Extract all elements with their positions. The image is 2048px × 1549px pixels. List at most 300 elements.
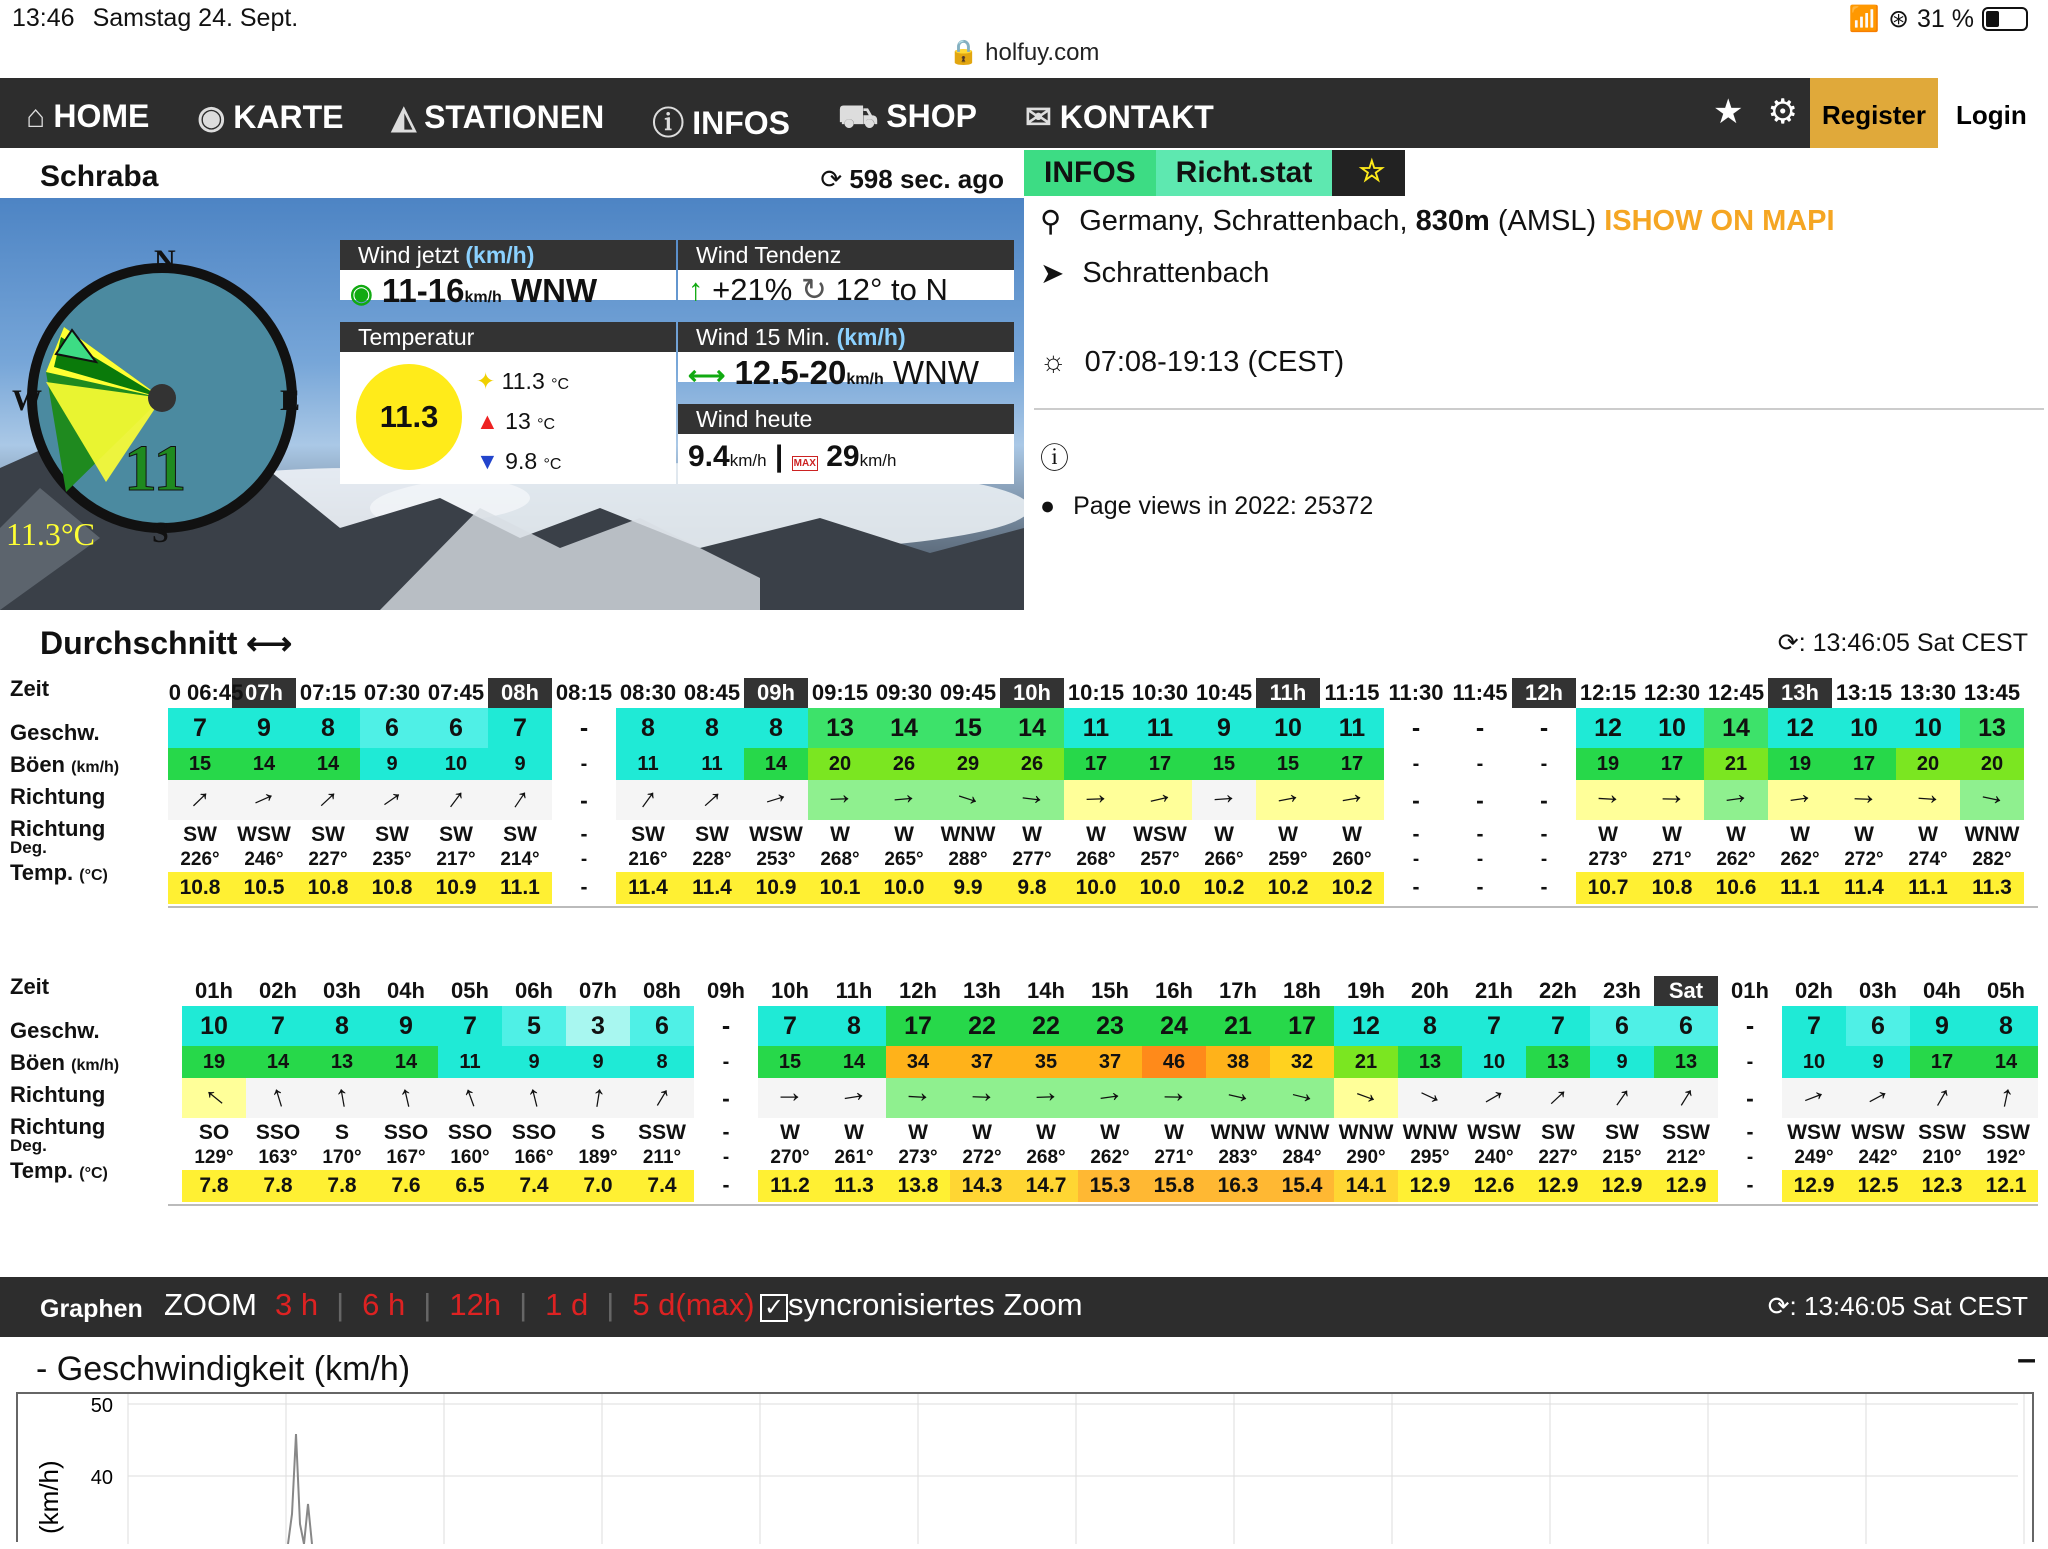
y-axis-label: (km/h) [34,1460,64,1534]
direction-name-cell: SSO [511,1121,557,1144]
speed-cell: 7 [438,1006,502,1046]
zoom-6h[interactable]: 6 h [362,1287,406,1322]
time-header: 02h [259,978,297,1003]
time-header: 13:15 [1835,680,1893,705]
direction-cell [1256,780,1320,820]
time-header: 06h [515,978,553,1003]
degree-cell: 268° [1026,1147,1066,1168]
direction-name-cell: SW [503,823,537,846]
nav-shop[interactable]: ⛟ SHOP [838,98,977,134]
direction-name-cell: W [1022,823,1042,846]
temp-cell: 10.1 [808,872,872,904]
degree-cell: 240° [1474,1147,1514,1168]
gust-cell: 8 [630,1046,694,1078]
direction-name-cell: SW [439,823,473,846]
temp-cell: 10.8 [1640,872,1704,904]
battery-icon [1982,7,2028,31]
compass-s: S [152,516,169,549]
direction-cell: - [580,787,588,813]
temp-cell: 11.3 [1960,872,2024,904]
temp-cell: 10.2 [1320,872,1384,904]
degree-cell: 288° [948,849,988,870]
degree-cell: 274° [1908,849,1948,870]
speed-cell: 8 [616,708,680,748]
direction-name-cell: W [1662,823,1682,846]
wind-arrow-icon: ↑ [1606,1078,1638,1115]
gust-cell: 37 [950,1046,1014,1078]
temp-cell: 14.7 [1014,1170,1078,1202]
wind-arrow-icon: ↑ [440,780,473,817]
wind-arrow-icon: ↑ [1015,789,1050,809]
wind-arrow-icon: ↑ [246,785,283,813]
direction-cell [1064,780,1128,820]
degree-cell: - [1540,849,1548,870]
direction-name-cell: WSW [1851,1121,1905,1144]
wind-arrow-icon: ↑ [1783,789,1818,809]
y-tick-label: 40 [90,1467,113,1489]
direction-cell: - [1746,1085,1754,1111]
wind-arrow-icon: ↑ [1591,790,1626,808]
wind-arrow-icon: ↑ [1348,1084,1385,1110]
temp-cell: 13.8 [886,1170,950,1202]
temp-cell: 7.4 [630,1170,694,1202]
temp-cell: 10.8 [296,872,360,904]
temp-cell: 7.8 [246,1170,310,1202]
direction-name-cell: SSO [383,1121,429,1144]
speed-cell: 14 [1000,708,1064,748]
wind-arrow-icon: ↑ [774,1089,807,1105]
speed-cell: 8 [822,1006,886,1046]
gust-cell: 11 [616,748,680,780]
time-header: 07h [579,978,617,1003]
temp-cell: 12.9 [1526,1170,1590,1202]
nav-home[interactable]: ⌂ HOME [26,98,150,134]
direction-cell: - [1476,787,1484,813]
degree-cell: 212° [1666,1147,1706,1168]
row-label: Böen (km/h) [10,752,120,777]
speed-cell: 8 [296,708,360,748]
temp-cell: 15.4 [1270,1170,1334,1202]
degree-cell: 262° [1780,849,1820,870]
direction-cell [1398,1078,1462,1118]
gust-cell: - [1412,753,1420,775]
zoom-1d[interactable]: 1 d [545,1287,589,1322]
temp-cell: 12.9 [1398,1170,1462,1202]
checkbox-icon: ✓ [760,1294,788,1322]
temp-cell: 12.9 [1590,1170,1654,1202]
direction-cell [1640,780,1704,820]
gust-cell: 13 [1654,1046,1718,1078]
speed-cell: 14 [1704,708,1768,748]
show-on-map-link[interactable]: ISHOW ON MAPI [1604,205,1835,237]
degree-cell: 261° [834,1147,874,1168]
degree-cell: - [1412,849,1420,870]
direction-name-cell: SW [695,823,729,846]
degree-cell: 129° [194,1147,234,1168]
gust-cell: 29 [936,748,1000,780]
gust-cell: 15 [168,748,232,780]
time-header: 11h [835,978,873,1003]
time-header: 11:45 [1452,680,1508,705]
temp-cell: 10.9 [744,872,808,904]
send-icon: ➤ [1040,258,1065,290]
direction-name-cell: S [590,1121,605,1144]
direction-name-cell: WSW [237,823,291,846]
refresh-icon[interactable]: ⟳ [820,164,843,194]
direction-cell [822,1078,886,1118]
direction-name-cell: WSW [1133,823,1187,846]
time-header: 08h [488,678,552,708]
speed-cell: 9 [374,1006,438,1046]
direction-name-cell: WNW [1210,1121,1266,1144]
direction-cell [182,1078,246,1118]
degree-cell: 249° [1794,1147,1834,1168]
temp-cell: 11.2 [758,1170,822,1202]
gust-cell: - [580,753,588,775]
time-header: 09:15 [811,680,869,705]
speed-cell: 12 [1768,708,1832,748]
gust-cell: 17 [1320,748,1384,780]
battery-percent: 31 % [1917,4,1974,33]
direction-cell [1078,1078,1142,1118]
temp-cell: 10.6 [1704,872,1768,904]
direction-name-cell: SSO [447,1121,493,1144]
temp-cell: 11.4 [680,872,744,904]
gust-cell: 14 [246,1046,310,1078]
gust-cell: 32 [1270,1046,1334,1078]
gust-cell: 13 [1526,1046,1590,1078]
chart-icon: ◭ [391,99,417,135]
clock: 13:46 [12,4,75,32]
speed-cell: 11 [1064,708,1128,748]
time-header: 21h [1475,978,1513,1003]
gust-cell: 20 [1960,748,2024,780]
sun-icon: ☼ [1040,346,1067,378]
time-header: 03h [1859,978,1897,1003]
direction-cell [1768,780,1832,820]
refresh-icon: ⟳ [1767,1291,1790,1321]
time-header: 12h [1512,678,1576,708]
url-text: holfuy.com [985,39,1100,66]
temp-cell: 7.8 [182,1170,246,1202]
time-header: 15h [1091,978,1129,1003]
wind-arrow-icon: ↑ [1142,787,1179,810]
temp-cell: 12.1 [1974,1170,2038,1202]
temp-cell: - [1412,876,1420,899]
wind-arrow-icon: ↑ [1207,790,1242,808]
speed-cell: - [1539,714,1549,742]
direction-name-cell: SSW [1982,1121,2030,1144]
nav-infos[interactable]: ⓘ INFOS [652,105,791,141]
speed-chart [16,1392,2034,1542]
degree-cell: 235° [372,849,412,870]
speed-cell: - [721,1012,731,1040]
degree-cell: 242° [1858,1147,1898,1168]
direction-name-cell: SSW [1662,1121,1710,1144]
direction-cell [1704,780,1768,820]
time-header: 10h [1000,678,1064,708]
zoom-3h[interactable]: 3 h [275,1287,319,1322]
gust-cell: 14 [296,748,360,780]
temp-cell: 12.3 [1910,1170,1974,1202]
wind-arrow-icon: ↑ [1671,1078,1702,1115]
degree-cell: 273° [1588,849,1628,870]
gust-cell: 10 [1782,1046,1846,1078]
degree-cell: 272° [1844,849,1884,870]
direction-cell [424,780,488,820]
gust-cell: 35 [1014,1046,1078,1078]
time-header: 04h [1923,978,1961,1003]
register-button[interactable]: Register [1810,78,1938,148]
favorites-star-icon[interactable]: ★ [1712,93,1744,131]
direction-name-cell: WNW [1338,1121,1394,1144]
speed-cell: 14 [872,708,936,748]
direction-name-cell: SSO [255,1121,301,1144]
speed-cell: 15 [936,708,1000,748]
direction-name-cell: W [830,823,850,846]
temp-cell: 7.4 [502,1170,566,1202]
time-header: 07:30 [363,680,421,705]
row-label: Temp. (°C) [10,860,108,885]
speed-cell: 8 [680,708,744,748]
wind-arrow-icon: ↑ [588,1079,609,1114]
compass-temp: 11.3°C [6,516,95,552]
wind-arrow-icon: ↑ [1974,788,2011,810]
row-label: Temp. (°C) [10,1158,108,1183]
gust-cell: 14 [744,748,808,780]
direction-name-cell: W [972,1121,992,1144]
expand-arrows-icon: ⟷ [246,625,293,661]
degree-cell: - [580,849,588,870]
degree-cell: 270° [770,1147,810,1168]
direction-name-cell: W [1100,1121,1120,1144]
speed-cell: - [1475,714,1485,742]
speed-cell: 8 [310,1006,374,1046]
speed-cell: 22 [950,1006,1014,1046]
temp-cell: 6.5 [438,1170,502,1202]
temp-cell: 10.9 [424,872,488,904]
direction-name-cell: W [1278,823,1298,846]
lock-icon: 🔒 [948,39,979,66]
speed-cell: 6 [360,708,424,748]
degree-cell: 211° [642,1147,682,1168]
graph-toolbar: Graphen ZOOM 3 h | 6 h | 12h | 1 d | 5 d(max) ✓ syncronisiertes Zoom ⟳: 13:46:05 Sat CEST [0,1277,2048,1337]
zoom-label: ZOOM [164,1287,257,1322]
time-header: 08:15 [555,680,613,705]
tab-richt-stat[interactable]: Richt.stat [1156,150,1333,196]
direction-name-cell: W [1918,823,1938,846]
time-header: 08:30 [619,680,677,705]
temp-cell: 11.4 [1832,872,1896,904]
temp-cell: - [580,876,588,899]
direction-cell [616,780,680,820]
direction-cell [758,1078,822,1118]
direction-name-cell: - [1746,1121,1754,1144]
speed-cell: 17 [1270,1006,1334,1046]
speed-cell: 13 [808,708,872,748]
settings-gear-icon[interactable]: ⚙ [1767,93,1798,131]
row-label: Richtung [10,784,106,809]
wind-arrow-icon: ↑ [1719,789,1754,809]
star-tab-icon[interactable]: ☆ [1332,150,1405,196]
wifi-icon: 📶 [1848,4,1881,33]
speed-cell: 6 [424,708,488,748]
gust-cell: 34 [886,1046,950,1078]
degree-cell: 228° [692,849,732,870]
direction-name-cell: W [908,1121,928,1144]
direction-name-cell: - [580,823,588,846]
temp-cell: 14.1 [1334,1170,1398,1202]
speed-cell: 5 [502,1006,566,1046]
direction-name-cell: SSW [1918,1121,1966,1144]
temp-cell: 12.5 [1846,1170,1910,1202]
gust-cell: - [1540,753,1548,775]
time-header: 11:15 [1324,680,1380,705]
degree-cell: 227° [308,849,348,870]
time-header: 13h [963,978,1001,1003]
degree-cell: 262° [1090,1147,1130,1168]
time-header: 0 06:45 [168,680,244,705]
time-header: 07:15 [299,680,357,705]
temp-cell: 16.3 [1206,1170,1270,1202]
direction-cell [936,780,1000,820]
gust-cell: 9 [1846,1046,1910,1078]
wind-arrow-icon: ↑ [1541,1079,1576,1114]
sync-zoom-checkbox[interactable]: ✓ syncronisiertes Zoom [760,1287,1083,1323]
wind-arrow-icon: ↑ [887,790,922,808]
direction-name-cell: W [1726,823,1746,846]
wind-arrow-icon: ↑ [265,1078,290,1115]
time-header: 07h [232,678,296,708]
wind-arrow-icon: ↑ [311,781,346,816]
temp-cell: 11.1 [1768,872,1832,904]
time-header: 16h [1155,978,1193,1003]
wind-arrow-icon: ⟷ [688,360,726,390]
direction-name-cell: WNW [1964,823,2020,846]
wind-now-widget: Wind jetzt (km/h) ◉ 11-16km/h WNW [340,240,676,300]
speed-cell: 10 [1832,708,1896,748]
time-header: 01h [1731,978,1769,1003]
speed-cell: 7 [488,708,552,748]
gust-cell: 17 [1910,1046,1974,1078]
time-header: 12:45 [1707,680,1765,705]
direction-cell [1832,780,1896,820]
temp-cell: 14.3 [950,1170,1014,1202]
wind-arrow-icon: ↑ [758,786,795,811]
max-arrow-icon: ▲ [476,408,499,434]
nav-karte[interactable]: ◉ KARTE [197,99,344,135]
speed-cell: 6 [1846,1006,1910,1046]
nav-stationen[interactable]: ◭ STATIONEN [391,99,605,135]
gust-cell: 15 [758,1046,822,1078]
speed-cell: 6 [1654,1006,1718,1046]
speed-cell: 3 [566,1006,630,1046]
direction-cell [488,780,552,820]
degree-cell: 271° [1154,1147,1194,1168]
speed-cell: 9 [1192,708,1256,748]
wind-arrow-icon: ↑ [331,1078,353,1115]
zoom-12h[interactable]: 12h [449,1287,502,1322]
time-header: 09:30 [875,680,933,705]
speed-cell: 12 [1576,708,1640,748]
speed-cell: 11 [1320,708,1384,748]
time-header: 13:45 [1963,680,2021,705]
wind-arrow-icon: ↑ [1029,1088,1064,1106]
gust-cell: 9 [502,1046,566,1078]
temp-cell: 11.1 [488,872,552,904]
gust-cell: 11 [438,1046,502,1078]
row-label: Richtung [10,1082,106,1107]
speed-cell: 7 [168,708,232,748]
gust-cell: 17 [1128,748,1192,780]
degree-cell: 266° [1204,849,1244,870]
tab-infos[interactable]: INFOS [1024,150,1156,196]
direction-name-cell: WNW [1402,1121,1458,1144]
time-header: 07:45 [427,680,485,705]
divider [168,906,2038,908]
speed-cell: 7 [246,1006,310,1046]
direction-cell [1192,780,1256,820]
station-name: Schraba [40,160,159,193]
temp-cell: - [1746,1174,1754,1197]
direction-cell [1462,1078,1526,1118]
speed-cell: 8 [744,708,808,748]
speed-cell: 9 [232,708,296,748]
wind-arrow-icon: ↑ [1093,1087,1128,1107]
time-header: 19h [1347,978,1385,1003]
temp-cell: 12.6 [1462,1170,1526,1202]
login-button[interactable]: Login [1938,78,2048,148]
row-label: Richtung [10,816,106,841]
time-header: 17h [1219,978,1257,1003]
time-header: 01h [195,978,233,1003]
wind-arrow-icon: ↑ [522,1078,546,1115]
direction-cell [1000,780,1064,820]
speed-cell: 7 [1526,1006,1590,1046]
wind-arrow-icon: ↑ [183,781,218,816]
wind-arrow-icon: ↑ [823,790,858,808]
direction-name-cell: SW [375,823,409,846]
temp-cell: 10.0 [1064,872,1128,904]
avg-updated: ⟳: 13:46:05 Sat CEST [1777,629,2028,657]
collapse-button[interactable]: – [2017,1340,2036,1378]
time-header: 12h [899,978,937,1003]
wind-arrow-icon: ↑ [695,782,730,816]
temp-cell: 10.8 [360,872,424,904]
speed-cell: 10 [1896,708,1960,748]
time-header: 12:30 [1643,680,1701,705]
direction-cell [1960,780,2024,820]
direction-name-cell: WSW [749,823,803,846]
direction-cell [246,1078,310,1118]
zoom-5d[interactable]: 5 d(max) [632,1287,755,1322]
degree-cell: 273° [898,1147,938,1168]
gust-cell: 11 [680,748,744,780]
gust-cell: 9 [566,1046,630,1078]
speed-cell: - [579,714,589,742]
direction-cell: - [722,1085,730,1111]
direction-cell [566,1078,630,1118]
nav-kontakt[interactable]: ✉ KONTAKT [1024,99,1214,135]
time-header: 09:45 [939,680,997,705]
url-bar[interactable] [0,38,2048,78]
temp-cell: - [1476,876,1484,899]
direction-name-cell: SW [1541,1121,1575,1144]
direction-name-cell: - [1412,823,1420,846]
gust-cell: 15 [1192,748,1256,780]
direction-name-cell: W [1036,1121,1056,1144]
direction-cell [1128,780,1192,820]
